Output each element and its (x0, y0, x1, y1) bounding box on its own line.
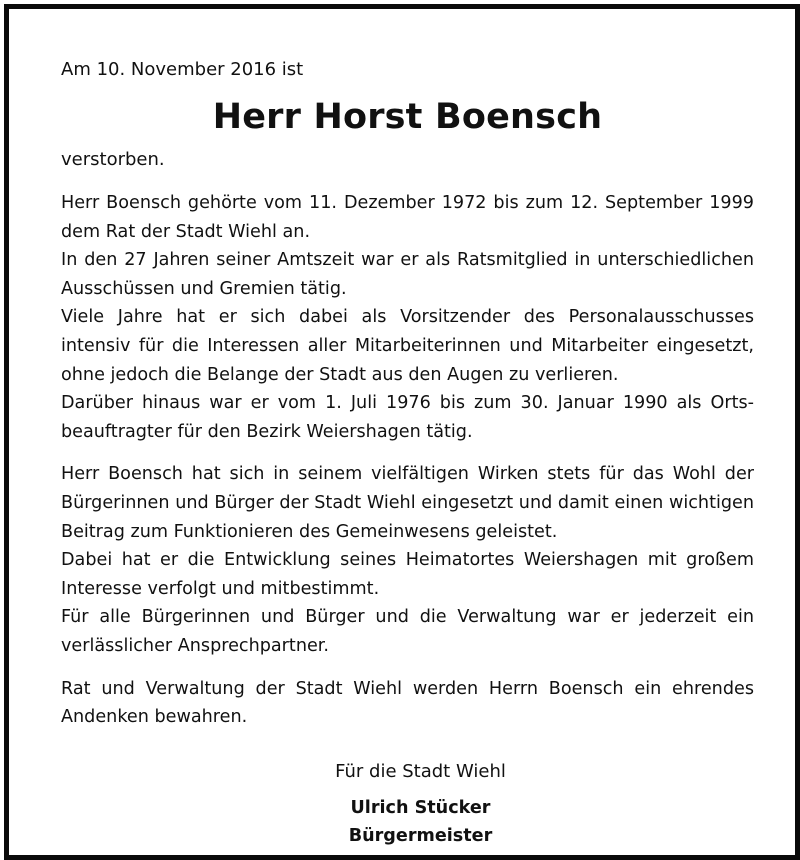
deceased-name: Herr Horst Boensch (212, 97, 603, 137)
personnel-committee-text: Viele Jahre hat er sich dabei als Vorsitzender des Personalausschusses intensiv für die Interessen aller Mitarbeiterinnen und Mitarbeiter eingesetzt, ohne jedoch die Belange der Stadt aus den Augen zu verlieren. (61, 307, 754, 385)
signature-block (61, 758, 754, 850)
hometown-text: Dabei hat er die Entwicklung seines Heimatortes Weiershagen mit großem Interesse verfolgt und mitbestimmt. (61, 550, 754, 599)
merits-paragraph (61, 460, 754, 660)
notice-frame (4, 4, 800, 860)
signer-title: Bürgermeister (348, 825, 493, 846)
deceased-line: verstorben. (61, 149, 165, 170)
remembrance-text: Rat und Verwaltung der Stadt Wiehl werden Herrn Boensch ein ehrendes Andenken bewahren. (61, 678, 754, 728)
committees-text: In den 27 Jahren seiner Amtszeit war er als Ratsmitglied in unterschiedlichen Ausschüssen und Gremien tätig. (61, 250, 754, 299)
district-representative-text: Darüber hinaus war er vom 1. Juli 1976 bis zum 30. Januar 1990 als Ortsbeauftragter für den Bezirk Weiershagen tätig. (61, 393, 754, 442)
closing-paragraph (61, 675, 754, 732)
signature-for-label: Für die Stadt Wiehl (335, 760, 506, 782)
public-welfare-text: Herr Boensch hat sich in seinem vielfältigen Wirken stets für das Wohl der Bürgerinnen und Bürger der Stadt Wiehl eingesetzt und damit einen wichtigen Beitrag zum Funktionieren des Gemeinwesens geleistet. (61, 464, 754, 542)
contact-person-text: Für alle Bürgerinnen und Bürger und die Verwaltung war er jederzeit ein verlässlicher Ansprechpartner. (61, 607, 754, 656)
council-term-text: Herr Boensch gehörte vom 11. Dezember 1972 bis zum 12. September 1999 dem Rat der Stadt Wiehl an. (61, 193, 754, 242)
signer-name: Ulrich Stücker (350, 797, 491, 818)
obituary-notice (61, 57, 754, 850)
career-paragraph (61, 189, 754, 446)
intro-line: Am 10. November 2016 ist (61, 59, 304, 80)
